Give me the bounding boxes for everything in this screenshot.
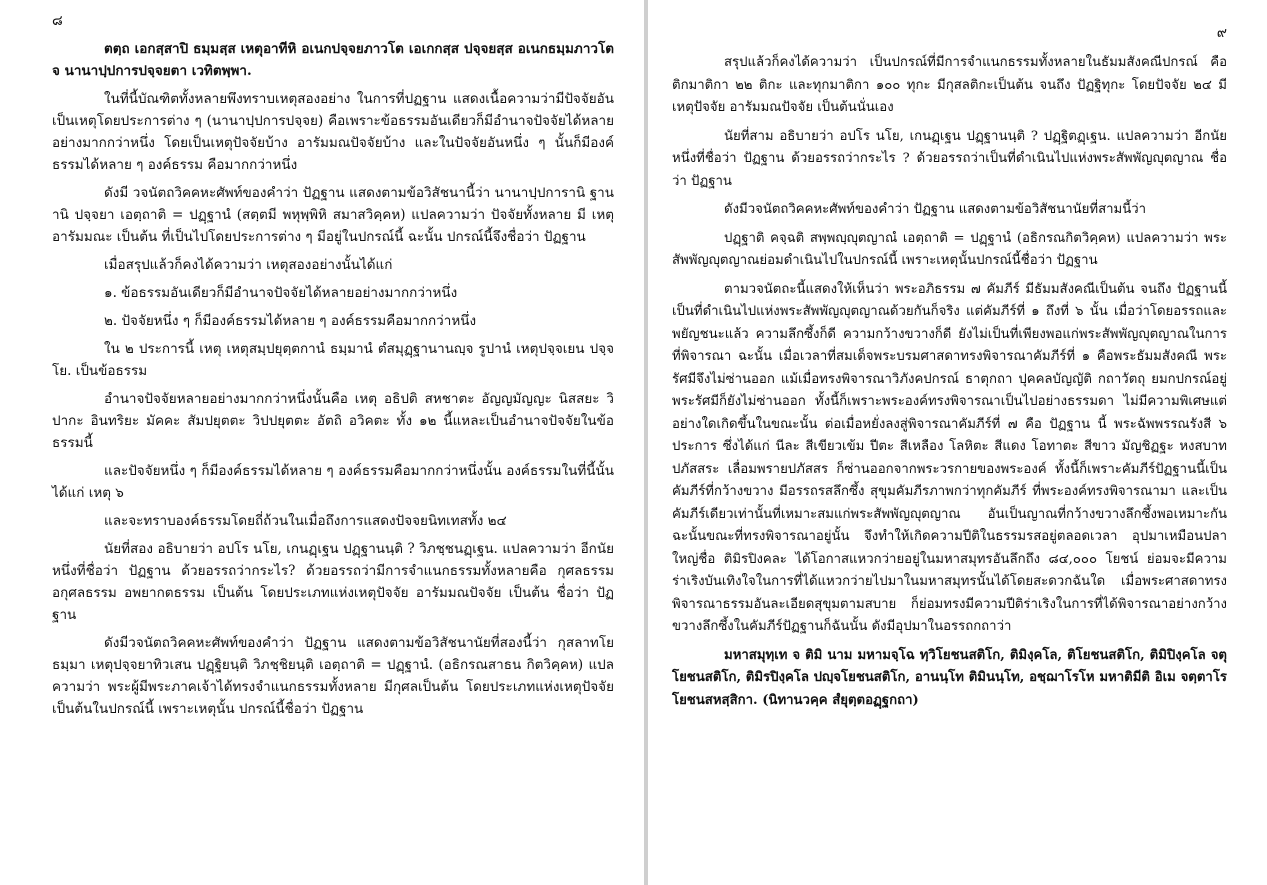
paragraph: ดังมีวจนัตถวิคคหะศัพท์ของคำว่า ปัฏฐาน แสดงตามข้อวิสัชนานัยที่สองนี้ว่า กุสลาทโย ธมฺมา เหตุปจฺจยาทิวเสน ปฏฺฐิยนฺติ วิภชฺชิยนฺติ เอตฺถาติ = ปฏฺฐานํ. (อธิกรณสาธน กิตวิคฺคห) แปลความว่า พระผู้มีพระภาคเจ้าได้ทรงจำแนกธรรมทั้งหลาย มีกุศลเป็นต้น โดยประเภทแห่งเหตุปัจจัยเป็นต้นในปกรณ์นี้ เพราะเหตุนั้น ปกรณ์นี้ชื่อว่า ปัฏฐาน [52, 635, 614, 717]
paragraph: สรุปแล้วก็คงได้ความว่า เป็นปกรณ์ที่มีการจำแนกธรรมทั้งหลายในธัมมสังคณีปกรณ์ คือ ติกมาติกา ๒๒ ติกะ และทุกมาติกา ๑๐๐ ทุกะ มีกุสลติกะเป็นต้น จนถึง ปัฏฐิทุกะ โดยปัจจัย ๒๔ มี เหตุปัจจัย อารัมมณปัจจัย เป็นต้นนั่นเอง [672, 55, 1227, 115]
paragraph: นัยที่สาม อธิบายว่า อปโร นโย, เกนฏฺเฐน ปฏฺฐานนฺติ ? ปฏฺฐิตฏฺเฐน. แปลความว่า อีกนัยหนึ่งที่ชื่อว่า ปัฏฐาน ด้วยอรรถว่ากระไร ? ด้วยอรรถว่าเป็นที่ดำเนินไปแห่งพระสัพพัญญุตญาณ ชื่อว่า ปัฏฐาน [672, 128, 1227, 189]
paragraph: อำนาจปัจจัยหลายอย่างมากกว่าหนึ่งนั้นคือ เหตุ อธิปติ สหชาตะ อัญญมัญญะ นิสสยะ วิปากะ อินทริยะ มัคคะ สัมปยุตตะ วิปปยุตตะ อัตถิ อวิคตะ ทั้ง ๑๒ นี้แหละเป็นอำนาจปัจจัยในข้อธรรมนี้ [52, 391, 614, 451]
paragraph: เมื่อสรุปแล้วก็คงได้ความว่า เหตุสองอย่างนั้นได้แก่ [104, 257, 393, 273]
paragraph: และปัจจัยหนึ่ง ๆ ก็มีองค์ธรรมได้หลาย ๆ องค์ธรรมคือมากกว่าหนึ่งนั้น องค์ธรรมในที่นี้นั้นได้แก่ เหตุ ๖ [52, 463, 614, 501]
paragraph: นัยที่สอง อธิบายว่า อปโร นโย, เกนฏฺเฐน ปฏฺฐานนฺติ ? วิภชฺชนฏฺเฐน. แปลความว่า อีกนัยหนึ่งที่ชื่อว่า ปัฏฐาน ด้วยอรรถว่ากระไร? ด้วยอรรถว่ามีการจำแนกธรรมทั้งหลายคือ กุศลธรรม อกุศลธรรม อพยากตธรรม เป็นต้น โดยประเภทแห่งเหตุปัจจัย อารัมมณปัจจัย เป็นต้น ชื่อว่า ปัฏฐาน [52, 541, 614, 623]
paragraph: มหาสมุทฺเท จ ติมิ นาม มหามจฺโฉ ทฺวิโยชนสติโก, ติมิงฺคโล, ติโยชนสติโก, ติมิปิงฺคโล จตุโยชนสติโก, ติมิรปิงฺคโล ปญฺจโยชนสติโก, อานนฺโท ติมินนฺโท, อชฺฌาโรโห มหาติมีติ อิเม จตฺตาโร โยชนสหสฺสิกา. (นิทานวคฺค สํยุตฺตอฏฺฐกถา) [672, 647, 1227, 708]
paragraph: ดังมีวจนัตถวิคคหะศัพท์ของคำว่า ปัฏฐาน แสดงตามข้อวิสัชนานัยที่สามนี้ว่า [724, 202, 1147, 217]
right-page-number: ๙ [1216, 25, 1227, 41]
paragraph: ตามวจนัตถะนี้แสดงให้เห็นว่า พระอภิธรรม ๗ คัมภีร์ มีธัมมสังคณีเป็นต้น จนถึง ปัฏฐานนี้ เป็นที่ดำเนินไปแห่งพระสัพพัญญุตญาณด้วยกันก็จริง แต่คัมภีร์ที่ ๑ ถึงที่ ๖ นั้น เมื่อว่าโดยอรรถและพยัญชนะแล้ว ความลึกซึ้งก็ดี ความกว้างขวางก็ดี ยังไม่เป็นที่เพียงพอแก่พระสัพพัญญุตญาณในการที่พิจารณา ฉะนั้น เมื่อเวลาที่สมเด็จพระบรมศาสดาทรงพิจารณาคัมภีร์ที่ ๑ คือพระธัมมสังคณี พระรัศมีจึงไม่ซ่านออก แม้เมื่อทรงพิจารณาวิภังคปกรณ์ ธาตุกถา ปุคคลบัญญัติ กถาวัตถุ ยมกปกรณ์อยู่ พระรัศมีก็ยังไม่ซ่านออก ทั้งนี้ก็เพราะพระองค์ทรงพิจารณาเป็นไปอย่างธรรมดา ไม่มีความพิเศษแต่อย่างใดเกิดขึ้นในขณะนั้น ต่อเมื่อหยั่งลงสู่พิจารณาคัมภีร์ที่ ๗ คือ ปัฏฐาน นี้ พระฉัพพรรณรังสี ๖ ประการ ซึ่งได้แก่ นีละ สีเขียวเข้ม ปีตะ สีเหลือง โลหิตะ สีแดง โอทาตะ สีขาว มัญชิฏฐะ หงสบาท ปภัสสระ เลื่อมพรายปภัสสร ก็ซ่านออกจากพระวรกายของพระองค์ ทั้งนี้ก็เพราะคัมภีร์ปัฏฐานนี้เป็นคัมภีร์ที่กว้างขวาง มีอรรถรสลึกซึ้ง สุขุมคัมภีรภาพกว่าทุกคัมภีร์ ที่พระองค์ทรงพิจารณามา และเป็นคัมภีร์เดียวเท่านั้นที่เหมาะสมแก่พระสัพพัญญุตญาณ อันเป็นญาณที่กว้างขวางลึกซึ้งพอเหมาะกัน ฉะนั้นขณะที่ทรงพิจารณาอยู่นั้น จึงทำให้เกิดความปีติในธรรมรสอยู่ตลอดเวลา อุปมาเหมือนปลาใหญ่ชื่อ ติมิรปิงคละ ได้โอกาสแหวกว่ายอยู่ในมหาสมุทรอันลึกถึง ๘๔,๐๐๐ โยชน์ ย่อมจะมีความร่าเริงบันเทิงใจในการที่ได้แหวกว่ายไปมาในมหาสมุทรนั้นได้โดยสะดวกฉันใด เมื่อพระศาสดาทรงพิจารณาธรรมอันละเอียดสุขุมตามสบาย ก็ย่อมทรงมีความปีติร่าเริงในการที่ได้พิจารณาอย่างกว้างขวางลึกซึ้งในคัมภีร์ปัฏฐานก็ฉันนั้น ดังมีอุปมาในอรรถกถาว่า [672, 281, 1227, 634]
left-page-number: ๘ [52, 13, 63, 29]
paragraph: ในที่นี้บัณฑิตทั้งหลายพึงทราบเหตุสองอย่าง ในการที่ปฏฐาน แสดงเนื้อความว่ามีปัจจัยอันเป็นเหตุโดยประการต่าง ๆ (นานาปฺปการปจฺจย) คือเพราะข้อธรรมอันเดียวก็มีอำนาจปัจจัยได้หลายอย่างมากกว่าหนึ่ง โดยเป็นเหตุปัจจัยบ้าง อารัมมณปัจจัยบ้าง และในปัจจัยอันหนึ่ง ๆ นั้นก็มีองค์ธรรมได้หลาย ๆ องค์ธรรม คือมากกว่าหนึ่ง [52, 91, 614, 173]
paragraph: และจะทราบองค์ธรรมโดยถี่ถ้วนในเมื่อถึงการแสดงปัจจยนิทเทสทั้ง ๒๔ [104, 513, 507, 529]
paragraph: ดังมี วจนัตถวิคคหะศัพท์ของคำว่า ปัฏฐาน แสดงตามข้อวิสัชนานี้ว่า นานาปฺปการานิ ฐานานิ ปจฺจยา เอตฺถาติ = ปฏฺฐานํ (สตฺตมี พหุพฺพิหิ สมาสวิคฺคห) แปลความว่า ปัจจัยทั้งหลาย มี เหตุ อารัมมณะ เป็นต้น ที่เป็นไปโดยประการต่าง ๆ มีอยู่ในปกรณ์นี้ ฉะนั้น ปกรณ์นี้จึงชื่อว่า ปัฏฐาน [52, 185, 614, 245]
right-page [648, 0, 1267, 885]
list-item: ๒. ปัจจัยหนึ่ง ๆ ก็มีองค์ธรรมได้หลาย ๆ องค์ธรรมคือมากกว่าหนึ่ง [104, 313, 477, 329]
list-item: ๑. ข้อธรรมอันเดียวก็มีอำนาจปัจจัยได้หลายอย่างมากกว่าหนึ่ง [104, 285, 458, 301]
paragraph: ตตฺถ เอกสฺสาปิ ธมฺมสฺส เหตุอาทีหิ อเนกปจฺจยภาวโต เอเกกสฺส ปจฺจยสฺส อเนกธมฺมภาวโต จ นานาปฺปการปจฺจยตา เวทิตพฺพา. [52, 41, 614, 79]
paragraph: ปฏฺฐาติ คจฺฉติ สพฺพญฺญุตญาณํ เอตฺถาติ = ปฏฺฐานํ (อธิกรณกิตวิคฺคห) แปลความว่า พระสัพพัญญุตญาณย่อมดำเนินไปในปกรณ์นี้ เพราะเหตุนั้นปกรณ์นี้ชื่อว่า ปัฏฐาน [672, 230, 1227, 268]
paragraph: ใน ๒ ประการนี้ เหตุ เหตุสมฺปยุตฺตกานํ ธมฺมานํ ตํสมุฏฺฐานานญฺจ รูปานํ เหตุปจฺจเยน ปจฺจโย. เป็นข้อธรรม [52, 341, 614, 379]
